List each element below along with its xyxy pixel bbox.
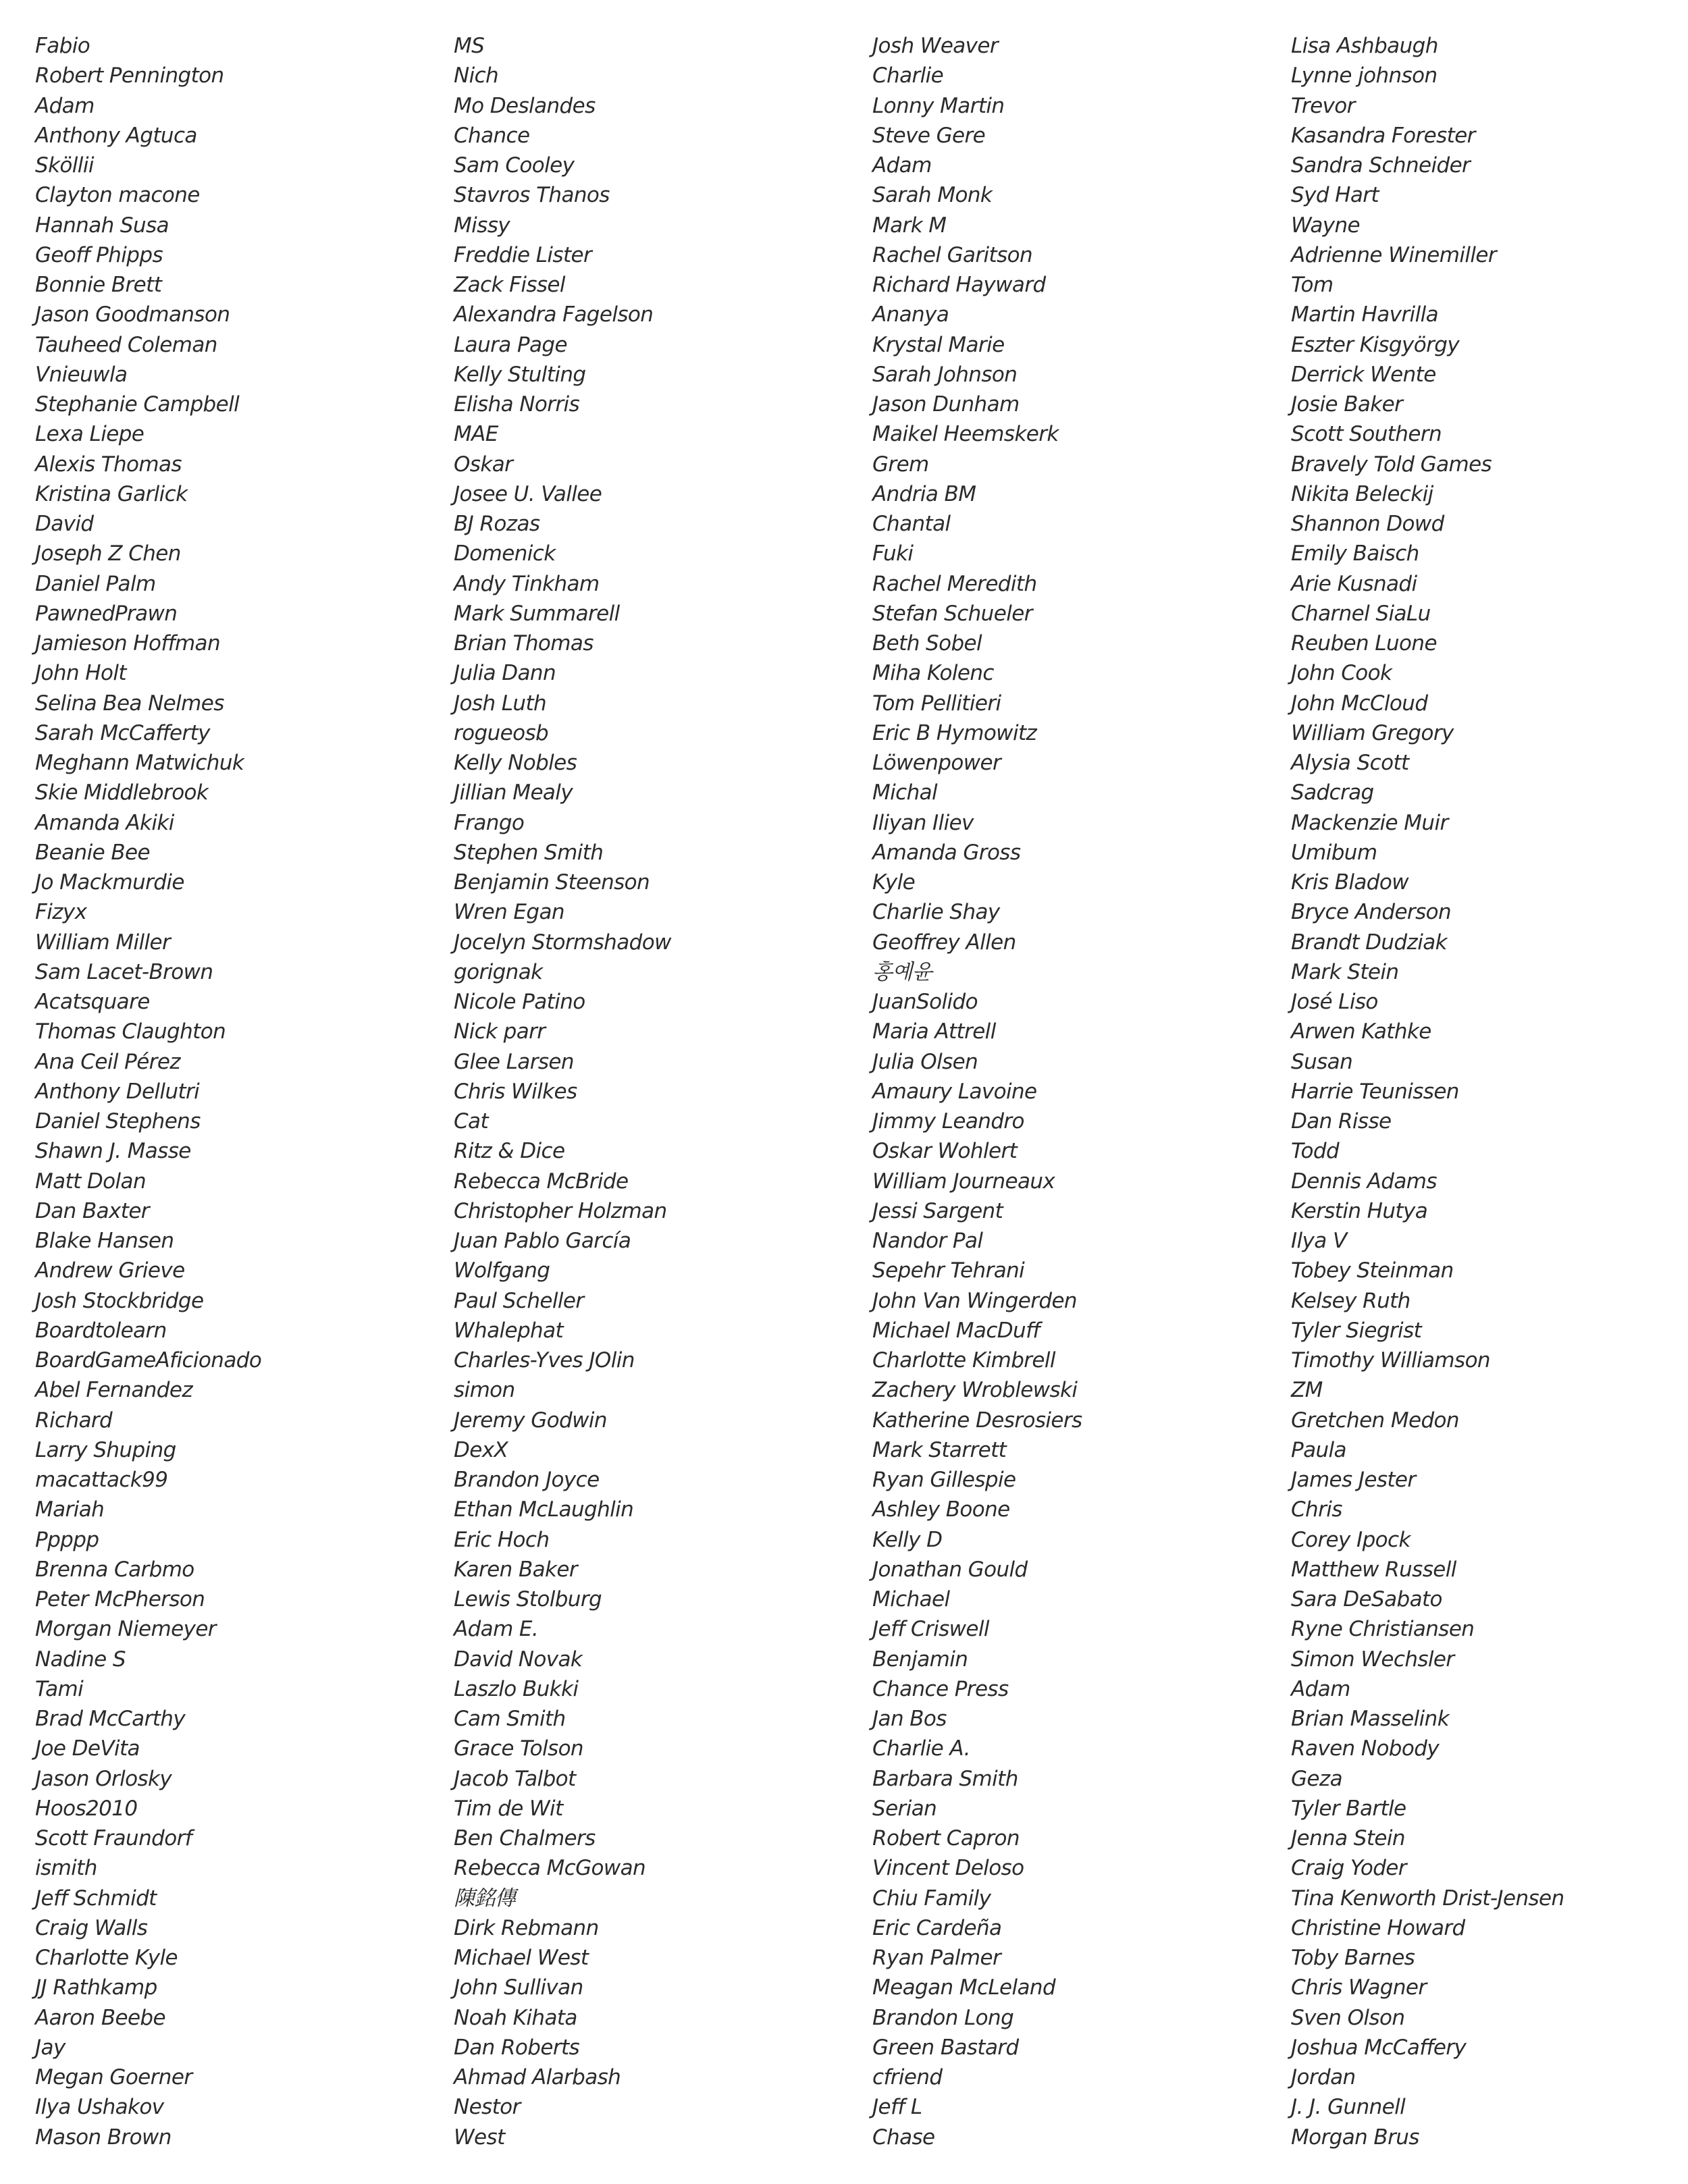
list-item: Lynne johnson <box>1291 63 1438 88</box>
list-item: Joseph Z Chen <box>35 541 181 566</box>
list-item: Fuki <box>872 541 914 566</box>
list-item: Boardtolearn <box>35 1318 167 1343</box>
list-item: Krystal Marie <box>872 332 1005 357</box>
list-item: Emily Baisch <box>1291 541 1419 566</box>
list-item: Jessi Sargent <box>872 1198 1003 1223</box>
list-item: Chris Wagner <box>1291 1975 1427 2000</box>
list-item: Gretchen Medon <box>1291 1408 1459 1433</box>
list-item: macattack99 <box>35 1468 168 1492</box>
list-item: Jeff L <box>872 2095 922 2120</box>
list-item: Chantal <box>872 512 951 536</box>
list-item: Rebecca McGowan <box>454 1856 646 1881</box>
list-item: Larry Shuping <box>35 1437 176 1462</box>
list-item: Matt Dolan <box>35 1169 147 1194</box>
list-item: DexX <box>454 1437 508 1462</box>
list-item: Sven Olson <box>1291 2005 1405 2030</box>
list-item: Timothy Williamson <box>1291 1348 1490 1373</box>
list-item: Christopher Holzman <box>454 1198 667 1223</box>
list-item: Missy <box>454 213 510 238</box>
list-item: Harrie Teunissen <box>1291 1079 1459 1104</box>
list-item: Alysia Scott <box>1291 751 1409 775</box>
list-item: Eric Cardeña <box>872 1915 1002 1940</box>
list-item: Charlie Shay <box>872 900 1000 925</box>
list-item: Adam <box>35 93 95 118</box>
list-item: John Sullivan <box>454 1975 583 2000</box>
list-item: Shawn J. Masse <box>35 1139 191 1164</box>
list-item: Christine Howard <box>1291 1915 1465 1940</box>
list-item: Ilya Ushakov <box>35 2095 164 2120</box>
list-item: Oskar <box>454 452 513 477</box>
list-item: Reuben Luone <box>1291 631 1437 656</box>
list-item: Michael <box>872 1587 950 1612</box>
list-item: Nandor Pal <box>872 1229 983 1253</box>
list-item: Rebecca McBride <box>454 1169 629 1194</box>
list-item: Sarah Monk <box>872 183 993 208</box>
list-item: Josh Stockbridge <box>35 1288 204 1313</box>
list-item: Adrienne Winemiller <box>1291 242 1496 267</box>
list-item: Benjamin Steenson <box>454 870 650 895</box>
list-item: Amanda Gross <box>872 840 1021 865</box>
list-item: Geoffrey Allen <box>872 930 1016 955</box>
list-item: Cat <box>454 1109 488 1134</box>
list-item: Tim de Wit <box>454 1796 563 1821</box>
list-item: Vincent Deloso <box>872 1856 1024 1881</box>
list-item: Morgan Brus <box>1291 2125 1419 2150</box>
list-item: Jacob Talbot <box>454 1766 576 1791</box>
list-item: Sarah Johnson <box>872 362 1018 387</box>
list-item: Joshua McCaffery <box>1291 2035 1467 2060</box>
list-item: Elisha Norris <box>454 392 580 417</box>
list-item: Grace Tolson <box>454 1736 583 1761</box>
list-item: Alexandra Fagelson <box>454 302 654 327</box>
list-item: Juan Pablo García <box>454 1229 631 1253</box>
list-item: rogueosb <box>454 720 549 745</box>
list-item: Derrick Wente <box>1291 362 1436 387</box>
list-item: Tyler Siegrist <box>1291 1318 1422 1343</box>
list-item: Josee U. Vallee <box>454 481 602 506</box>
list-item: Mason Brown <box>35 2125 172 2150</box>
list-item: Miha Kolenc <box>872 661 994 686</box>
list-item: Katherine Desrosiers <box>872 1408 1082 1433</box>
name-column-2 <box>454 31 859 2152</box>
list-item: Andria BM <box>872 481 976 506</box>
list-item: Ppppp <box>35 1527 99 1552</box>
list-item: David Novak <box>454 1647 583 1672</box>
list-item: Bonnie Brett <box>35 273 162 297</box>
list-item: Sadcrag <box>1291 780 1374 805</box>
list-item: Michael West <box>454 1946 589 1970</box>
list-item: simon <box>454 1378 515 1403</box>
list-item: Brian Thomas <box>454 631 594 656</box>
list-item: Jocelyn Stormshadow <box>454 930 671 955</box>
list-item: Chiu Family <box>872 1886 991 1911</box>
list-item: Charlie A. <box>872 1736 970 1761</box>
list-item: Stephen Smith <box>454 840 604 865</box>
list-item: Eric Hoch <box>454 1527 550 1552</box>
list-item: Andy Tinkham <box>454 571 600 596</box>
list-item: Jeremy Godwin <box>454 1408 607 1433</box>
list-item: Ryan Gillespie <box>872 1468 1016 1492</box>
list-item: Tina Kenworth Drist-Jensen <box>1291 1886 1564 1911</box>
list-item: Dan Baxter <box>35 1198 149 1223</box>
list-item: Iliyan Iliev <box>872 810 974 835</box>
list-item: Richard <box>35 1408 113 1433</box>
list-item: Adam <box>872 153 932 178</box>
list-item: Lisa Ashbaugh <box>1291 34 1438 58</box>
list-item: Mariah <box>35 1497 105 1522</box>
list-item: Nicole Patino <box>454 990 585 1014</box>
list-item: Nadine S <box>35 1647 126 1672</box>
list-item: Sara DeSabato <box>1291 1587 1442 1612</box>
list-item: JuanSolido <box>872 990 978 1014</box>
list-item: Ahmad Alarbash <box>454 2065 621 2089</box>
list-item: Fabio <box>35 34 90 58</box>
list-item: Scott Southern <box>1291 422 1442 447</box>
list-item: Kelsey Ruth <box>1291 1288 1410 1313</box>
list-item: Jonathan Gould <box>872 1557 1028 1582</box>
list-item: Kasandra Forester <box>1291 123 1475 148</box>
list-item: David <box>35 512 94 536</box>
list-item: Ryan Palmer <box>872 1946 1001 1970</box>
list-item: Adam <box>1291 1676 1350 1701</box>
list-item: Daniel Stephens <box>35 1109 201 1134</box>
list-item: Toby Barnes <box>1291 1946 1415 1970</box>
list-item: Selina Bea Nelmes <box>35 691 224 716</box>
list-item: Eric B Hymowitz <box>872 720 1037 745</box>
list-item: Megan Goerner <box>35 2065 192 2089</box>
list-item: Mark M <box>872 213 947 238</box>
list-item: Domenick <box>454 541 556 566</box>
list-item: Simon Wechsler <box>1291 1647 1454 1672</box>
list-item: Julia Olsen <box>872 1049 978 1074</box>
list-item: Matthew Russell <box>1291 1557 1456 1582</box>
list-item: Charlotte Kimbrell <box>872 1348 1055 1373</box>
list-item: Kristina Garlick <box>35 481 188 506</box>
list-item: Nick parr <box>454 1019 546 1044</box>
list-item: Julia Dann <box>454 661 556 686</box>
list-item: Laura Page <box>454 332 567 357</box>
list-item: Acatsquare <box>35 990 150 1014</box>
list-item: Charnel SiaLu <box>1291 601 1431 626</box>
list-item: J. J. Gunnell <box>1291 2095 1406 2120</box>
list-item: Wayne <box>1291 213 1361 238</box>
list-item: William Gregory <box>1291 720 1454 745</box>
list-item: Jenna Stein <box>1291 1826 1405 1850</box>
list-item: ZM <box>1291 1378 1323 1403</box>
list-item: PawnedPrawn <box>35 601 178 626</box>
list-item: Stephanie Campbell <box>35 392 240 417</box>
list-item: Michael MacDuff <box>872 1318 1040 1343</box>
list-item: Alexis Thomas <box>35 452 182 477</box>
list-item: Serian <box>872 1796 937 1821</box>
list-item: Jamieson Hoffman <box>35 631 220 656</box>
list-item: Sam Lacet-Brown <box>35 959 213 984</box>
list-item: Kris Bladow <box>1291 870 1408 895</box>
list-item: Wren Egan <box>454 900 564 925</box>
list-item: Joe DeVita <box>35 1736 140 1761</box>
list-item: Whalephat <box>454 1318 564 1343</box>
list-item: Chance <box>454 123 530 148</box>
list-item: Dan Roberts <box>454 2035 580 2060</box>
list-item: Geoff Phipps <box>35 242 163 267</box>
list-item: MAE <box>454 422 498 447</box>
list-item: Dirk Rebmann <box>454 1915 599 1940</box>
list-item: Chris <box>1291 1497 1342 1522</box>
list-item: 홍예윤 <box>872 959 932 984</box>
list-item: Benjamin <box>872 1647 968 1672</box>
list-item: Syd Hart <box>1291 183 1379 208</box>
list-item: Beanie Bee <box>35 840 150 865</box>
list-item: Jason Goodmanson <box>35 302 230 327</box>
list-item: Laszlo Bukki <box>454 1676 579 1701</box>
list-item: Ananya <box>872 302 949 327</box>
list-item: Tauheed Coleman <box>35 332 217 357</box>
list-item: Brandon Long <box>872 2005 1014 2030</box>
list-item: Jordan <box>1291 2065 1356 2089</box>
list-item: Paul Scheller <box>454 1288 584 1313</box>
list-item: Shannon Dowd <box>1291 512 1444 536</box>
list-item: Vnieuwla <box>35 362 128 387</box>
list-item: Josh Weaver <box>872 34 999 58</box>
list-item: Sköllii <box>35 153 94 178</box>
list-item: Barbara Smith <box>872 1766 1018 1791</box>
list-item: John Cook <box>1291 661 1392 686</box>
list-item: JJ Rathkamp <box>35 1975 157 2000</box>
list-item: Raven Nobody <box>1291 1736 1440 1761</box>
list-item: Jeff Schmidt <box>35 1886 157 1911</box>
list-item: Brian Masselink <box>1291 1707 1450 1731</box>
list-item: Trevor <box>1291 93 1355 118</box>
list-item: Corey Ipock <box>1291 1527 1410 1552</box>
list-item: Sandra Schneider <box>1291 153 1471 178</box>
list-item: Mark Stein <box>1291 959 1399 984</box>
list-item: Grem <box>872 452 929 477</box>
list-item: Richard Hayward <box>872 273 1046 297</box>
list-item: Jo Mackmurdie <box>35 870 184 895</box>
list-item: Brenna Carbmo <box>35 1557 194 1582</box>
list-item: Michal <box>872 780 938 805</box>
list-item: Ilya V <box>1291 1229 1347 1253</box>
list-item: Charles-Yves JOlin <box>454 1348 635 1373</box>
list-item: Cam Smith <box>454 1707 566 1731</box>
list-item: Bravely Told Games <box>1291 452 1492 477</box>
list-item: Blake Hansen <box>35 1229 174 1253</box>
list-item: Jason Orlosky <box>35 1766 172 1791</box>
list-item: John Van Wingerden <box>872 1288 1077 1313</box>
list-item: Jay <box>35 2035 65 2060</box>
list-item: William Miller <box>35 930 171 955</box>
list-item: Chris Wilkes <box>454 1079 577 1104</box>
list-item: Amaury Lavoine <box>872 1079 1037 1104</box>
list-item: Jimmy Leandro <box>872 1109 1024 1134</box>
list-item: Ana Ceil Pérez <box>35 1049 180 1074</box>
list-item: Rachel Meredith <box>872 571 1037 596</box>
list-item: Hannah Susa <box>35 213 169 238</box>
list-item: Löwenpower <box>872 751 1001 775</box>
list-item: Bryce Anderson <box>1291 900 1452 925</box>
list-item: Kelly Nobles <box>454 751 577 775</box>
list-item: Kyle <box>872 870 916 895</box>
list-item: Geza <box>1291 1766 1342 1791</box>
list-item: John Holt <box>35 661 126 686</box>
list-item: ismith <box>35 1856 97 1881</box>
list-item: Daniel Palm <box>35 571 156 596</box>
name-column-3 <box>872 31 1277 2152</box>
list-item: Mo Deslandes <box>454 93 596 118</box>
list-item: Hoos2010 <box>35 1796 138 1821</box>
list-item: Oskar Wohlert <box>872 1139 1018 1164</box>
list-item: Noah Kihata <box>454 2005 577 2030</box>
list-item: West <box>454 2125 505 2150</box>
list-item: Zachery Wroblewski <box>872 1378 1078 1403</box>
list-item: 陳銘傳 <box>454 1886 516 1911</box>
list-item: Kelly Stulting <box>454 362 586 387</box>
list-item: Ritz & Dice <box>454 1139 565 1164</box>
list-item: Brandon Joyce <box>454 1468 600 1492</box>
list-item: Jason Dunham <box>872 392 1020 417</box>
list-item: Zack Fissel <box>454 273 565 297</box>
list-item: Kelly D <box>872 1527 943 1552</box>
list-item: Chance Press <box>872 1676 1009 1701</box>
list-item: Charlie <box>872 63 944 88</box>
list-item: BJ Rozas <box>454 512 540 536</box>
list-item: Eszter Kisgyörgy <box>1291 332 1460 357</box>
list-item: Robert Capron <box>872 1826 1020 1850</box>
list-item: Josie Baker <box>1291 392 1403 417</box>
list-item: Lexa Liepe <box>35 422 144 447</box>
list-item: Karen Baker <box>454 1557 577 1582</box>
name-column-1 <box>35 31 440 2152</box>
list-item: Clayton macone <box>35 183 200 208</box>
list-item: Aaron Beebe <box>35 2005 165 2030</box>
list-item: Frango <box>454 810 525 835</box>
list-item: Maria Attrell <box>872 1019 996 1044</box>
list-item: Craig Yoder <box>1291 1856 1406 1881</box>
list-item: Meghann Matwichuk <box>35 751 244 775</box>
list-item: Todd <box>1291 1139 1340 1164</box>
name-column-4 <box>1291 31 1688 2152</box>
list-item: Maikel Heemskerk <box>872 422 1059 447</box>
list-item: Lewis Stolburg <box>454 1587 602 1612</box>
list-item: Stavros Thanos <box>454 183 610 208</box>
list-item: Lonny Martin <box>872 93 1005 118</box>
list-item: Craig Walls <box>35 1915 148 1940</box>
list-item: Arwen Kathke <box>1291 1019 1431 1044</box>
list-item: Skie Middlebrook <box>35 780 209 805</box>
list-item: gorignak <box>454 959 543 984</box>
list-item: James Jester <box>1291 1468 1416 1492</box>
list-item: Anthony Dellutri <box>35 1079 200 1104</box>
list-item: Freddie Lister <box>454 242 592 267</box>
list-item: Brad McCarthy <box>35 1707 186 1731</box>
list-item: Robert Pennington <box>35 63 224 88</box>
list-item: Green Bastard <box>872 2035 1019 2060</box>
list-item: Sepehr Tehrani <box>872 1258 1025 1283</box>
list-item: Kerstin Hutya <box>1291 1198 1428 1223</box>
list-item: Glee Larsen <box>454 1049 574 1074</box>
list-item: Thomas Claughton <box>35 1019 226 1044</box>
list-item: Abel Fernandez <box>35 1378 192 1403</box>
list-item: Martin Havrilla <box>1291 302 1438 327</box>
list-item: Dennis Adams <box>1291 1169 1437 1194</box>
list-item: Jillian Mealy <box>454 780 573 805</box>
list-item: Paula <box>1291 1437 1346 1462</box>
list-item: Amanda Akiki <box>35 810 174 835</box>
list-item: Chase <box>872 2125 935 2150</box>
list-item: Dan Risse <box>1291 1109 1392 1134</box>
list-item: Adam E. <box>454 1617 539 1642</box>
list-item: José Liso <box>1291 990 1378 1014</box>
list-item: Rachel Garitson <box>872 242 1033 267</box>
list-item: Scott Fraundorf <box>35 1826 192 1850</box>
list-item: Mackenzie Muir <box>1291 810 1448 835</box>
list-item: Nestor <box>454 2095 521 2120</box>
list-item: Beth Sobel <box>872 631 982 656</box>
list-item: Jan Bos <box>872 1707 947 1731</box>
list-item: Peter McPherson <box>35 1587 205 1612</box>
list-item: Ashley Boone <box>872 1497 1010 1522</box>
list-item: Arie Kusnadi <box>1291 571 1417 596</box>
list-item: Tom <box>1291 273 1334 297</box>
list-item: Ryne Christiansen <box>1291 1617 1475 1642</box>
list-item: William Journeaux <box>872 1169 1055 1194</box>
list-item: Sarah McCafferty <box>35 720 210 745</box>
list-item: Tami <box>35 1676 84 1701</box>
list-item: Umibum <box>1291 840 1377 865</box>
list-item: Nikita Beleckij <box>1291 481 1433 506</box>
list-item: Andrew Grieve <box>35 1258 185 1283</box>
list-item: Tobey Steinman <box>1291 1258 1454 1283</box>
list-item: John McCloud <box>1291 691 1428 716</box>
list-item: Ben Chalmers <box>454 1826 596 1850</box>
list-item: Steve Gere <box>872 123 986 148</box>
list-item: Susan <box>1291 1049 1353 1074</box>
list-item: Josh Luth <box>454 691 547 716</box>
list-item: cfriend <box>872 2065 943 2089</box>
list-item: Morgan Niemeyer <box>35 1617 216 1642</box>
list-item: Ethan McLaughlin <box>454 1497 634 1522</box>
list-item: Fizyx <box>35 900 87 925</box>
list-item: Jeff Criswell <box>872 1617 989 1642</box>
list-item: Sam Cooley <box>454 153 575 178</box>
list-item: Tom Pellitieri <box>872 691 1001 716</box>
list-item: Meagan McLeland <box>872 1975 1056 2000</box>
list-item: Stefan Schueler <box>872 601 1032 626</box>
list-item: Tyler Bartle <box>1291 1796 1406 1821</box>
list-item: BoardGameAficionado <box>35 1348 262 1373</box>
list-item: MS <box>454 34 485 58</box>
list-item: Brandt Dudziak <box>1291 930 1447 955</box>
list-item: Mark Starrett <box>872 1437 1007 1462</box>
list-item: Mark Summarell <box>454 601 620 626</box>
list-item: Anthony Agtuca <box>35 123 197 148</box>
list-item: Wolfgang <box>454 1258 550 1283</box>
list-item: Nich <box>454 63 499 88</box>
list-item: Charlotte Kyle <box>35 1946 178 1970</box>
